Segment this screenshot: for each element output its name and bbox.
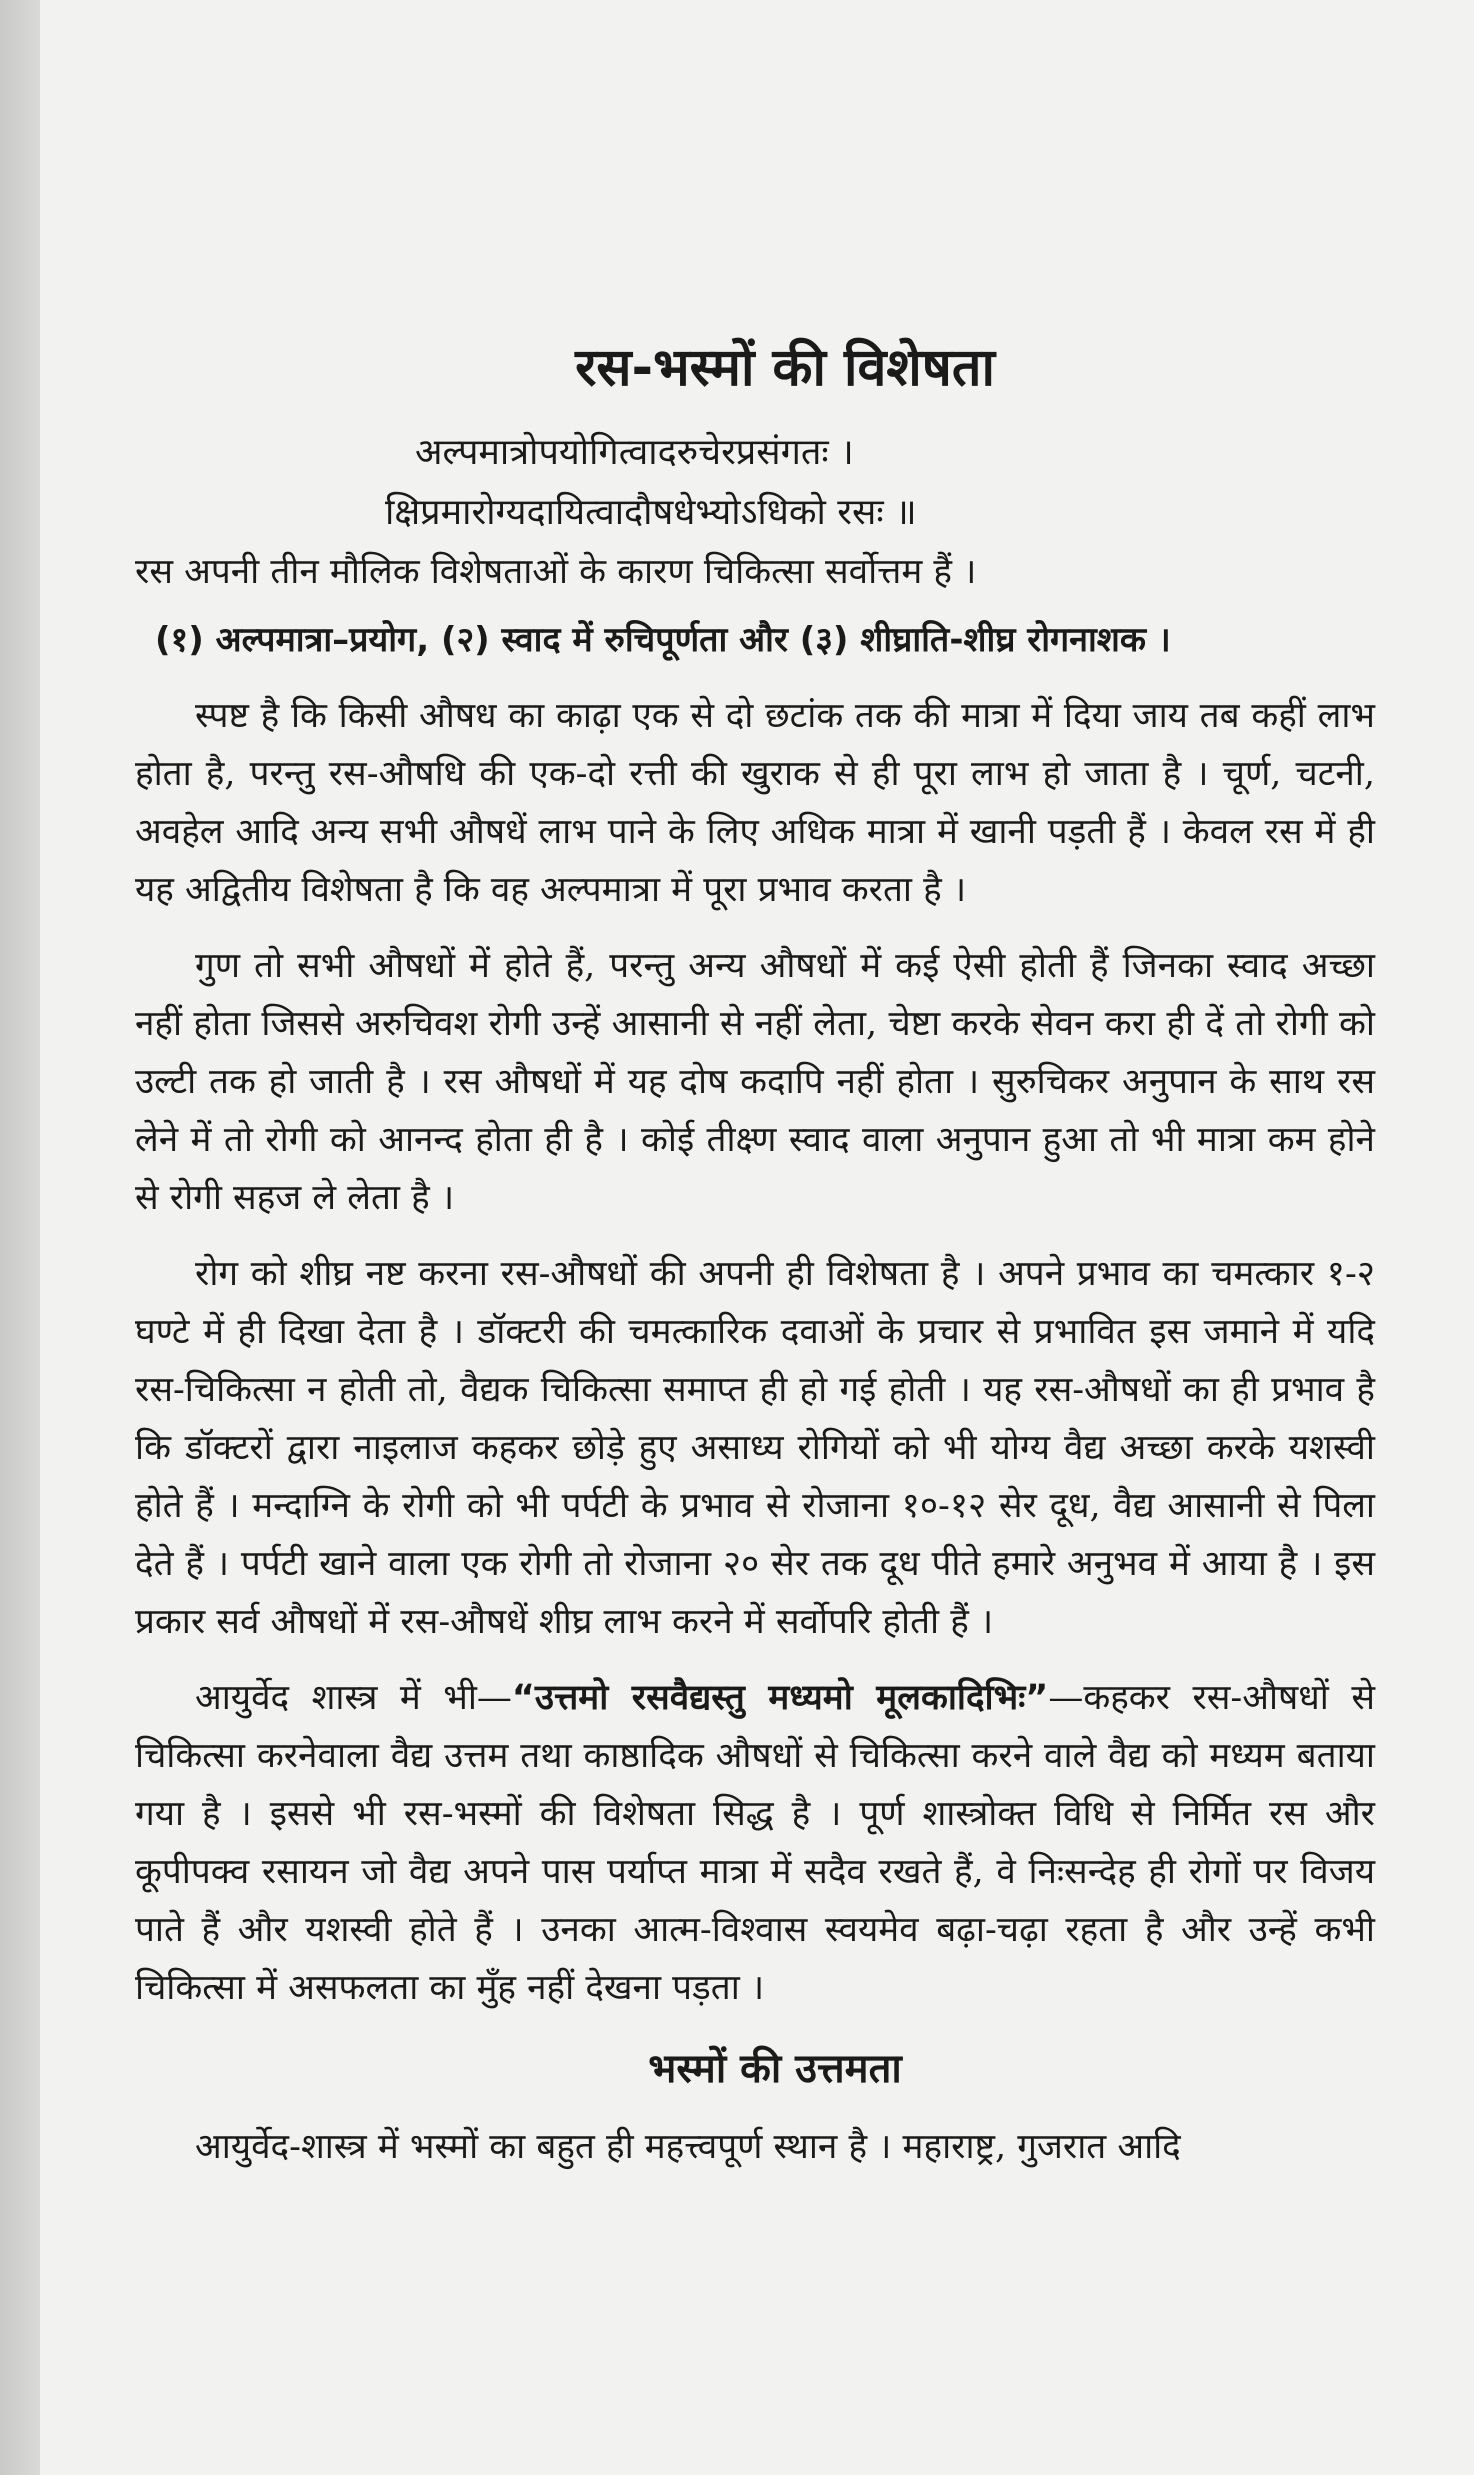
page-content <box>135 330 1375 2194</box>
quote-rest: —कहकर रस-औषधों से चिकित्सा करनेवाला वैद्य उत्तम तथा काष्ठादिक औषधों से चिकित्सा करने वाले वैद्य को मध्यम बताया गया है । इससे भी रस-भस्मों की विशेषता सिद्ध है । पूर्ण शास्त्रोक्त विधि से निर्मित रस और कूपीपक्व रसायन जो वैद्य अपने पास पर्याप्त मात्रा में सदैव रखते हैं, वे निःसन्देह ही रोगों पर विजय पाते हैं और यशस्वी होते हैं । उनका आत्म-विश्वास स्वयमेव बढ़ा-चढ़ा रहता है और उन्हें कभी चिकित्सा में असफलता का मुँह नहीं देखना पड़ता । <box>135 1678 1375 2008</box>
qualities-list: (१) अल्पमात्रा–प्रयोग, (२) स्वाद में रुचिपूर्णता और (३) शीघ्राति-शीघ्र रोगनाशक । <box>155 620 1171 660</box>
paragraph-ayurveda-quote <box>135 1669 1375 2017</box>
sanskrit-verse-line-2: क्षिप्रमारोग्यदायित्वादौषधेभ्योऽधिको रसः ॥ <box>385 492 917 533</box>
paragraph-quick-cure: रोग को शीघ्र नष्ट करना रस-औषधों की अपनी ही विशेषता है । अपने प्रभाव का चमत्कार १-२ घण्टे में ही दिखा देता है । डॉक्टरी की चमत्कारिक दवाओं के प्रचार से प्रभावित इस जमाने में यदि रस-चिकित्सा न होती तो, वैद्यक चिकित्सा समाप्त ही हो गई होती । यह रस-औषधों का ही प्रभाव है कि डॉक्टरों द्वारा नाइलाज कहकर छोड़े हुए असाध्य रोगियों को भी योग्य वैद्य अच्छा करके यशस्वी होते हैं । मन्दाग्नि के रोगी को भी पर्पटी के प्रभाव से रोजाना १०-१२ सेर दूध, वैद्य आसानी से पिला देते हैं । पर्पटी खाने वाला एक रोगी तो रोजाना २० सेर तक दूध पीते हमारे अनुभव में आया है । इस प्रकार सर्व औषधों में रस-औषधें शीघ्र लाभ करने में सर्वोपरि होती हैं । <box>135 1254 1375 1642</box>
paragraph-taste: गुण तो सभी औषधों में होते हैं, परन्तु अन्य औषधों में कई ऐसी होती हैं जिनका स्वाद अच्छा नहीं होता जिससे अरुचिवश रोगी उन्हें आसानी से नहीं लेता, चेष्टा करके सेवन करा ही दें तो रोगी को उल्टी तक हो जाती है । रस औषधों में यह दोष कदापि नहीं होता । सुरुचिकर अनुपान के साथ रस लेने में तो रोगी को आनन्द होता ही है । कोई तीक्ष्ण स्वाद वाला अनुपान हुआ तो भी मात्रा कम होने से रोगी सहज ले लेता है । <box>135 946 1375 1218</box>
scanned-page <box>40 0 1474 2475</box>
section-subheading: भस्मों की उत्तमता <box>648 2046 902 2092</box>
sanskrit-verse-line-1: अल्पमात्रोपयोगित्वादरुचेरप्रसंगतः । <box>415 432 854 473</box>
paragraph-small-dose: स्पष्ट है कि किसी औषध का काढ़ा एक से दो छटांक तक की मात्रा में दिया जाय तब कहीं लाभ होता है, परन्तु रस-औषधि की एक-दो रत्ती की खुराक से ही पूरा लाभ हो जाता है । चूर्ण, चटनी, अवहेल आदि अन्य सभी औषधें लाभ पाने के लिए अधिक मात्रा में खानी पड़ती हैं । केवल रस में ही यह अद्वितीय विशेषता है कि वह अल्पमात्रा में पूरा प्रभाव करता है । <box>135 696 1375 910</box>
intro-paragraph: रस अपनी तीन मौलिक विशेषताओं के कारण चिकित्सा सर्वोत्तम हैं । <box>135 552 977 592</box>
final-line: आयुर्वेद-शास्त्र में भस्मों का बहुत ही महत्त्वपूर्ण स्थान है । महाराष्ट्र, गुजरात आदि <box>195 2127 1181 2167</box>
quote-lead: आयुर्वेद शास्त्र में भी— <box>195 1678 512 1718</box>
sanskrit-quote: “उत्तमो रसवैद्यस्तु मध्यमो मूलकादिभिः” <box>511 1678 1049 1718</box>
page-title: रस-भस्मों की विशेषता <box>575 338 995 398</box>
